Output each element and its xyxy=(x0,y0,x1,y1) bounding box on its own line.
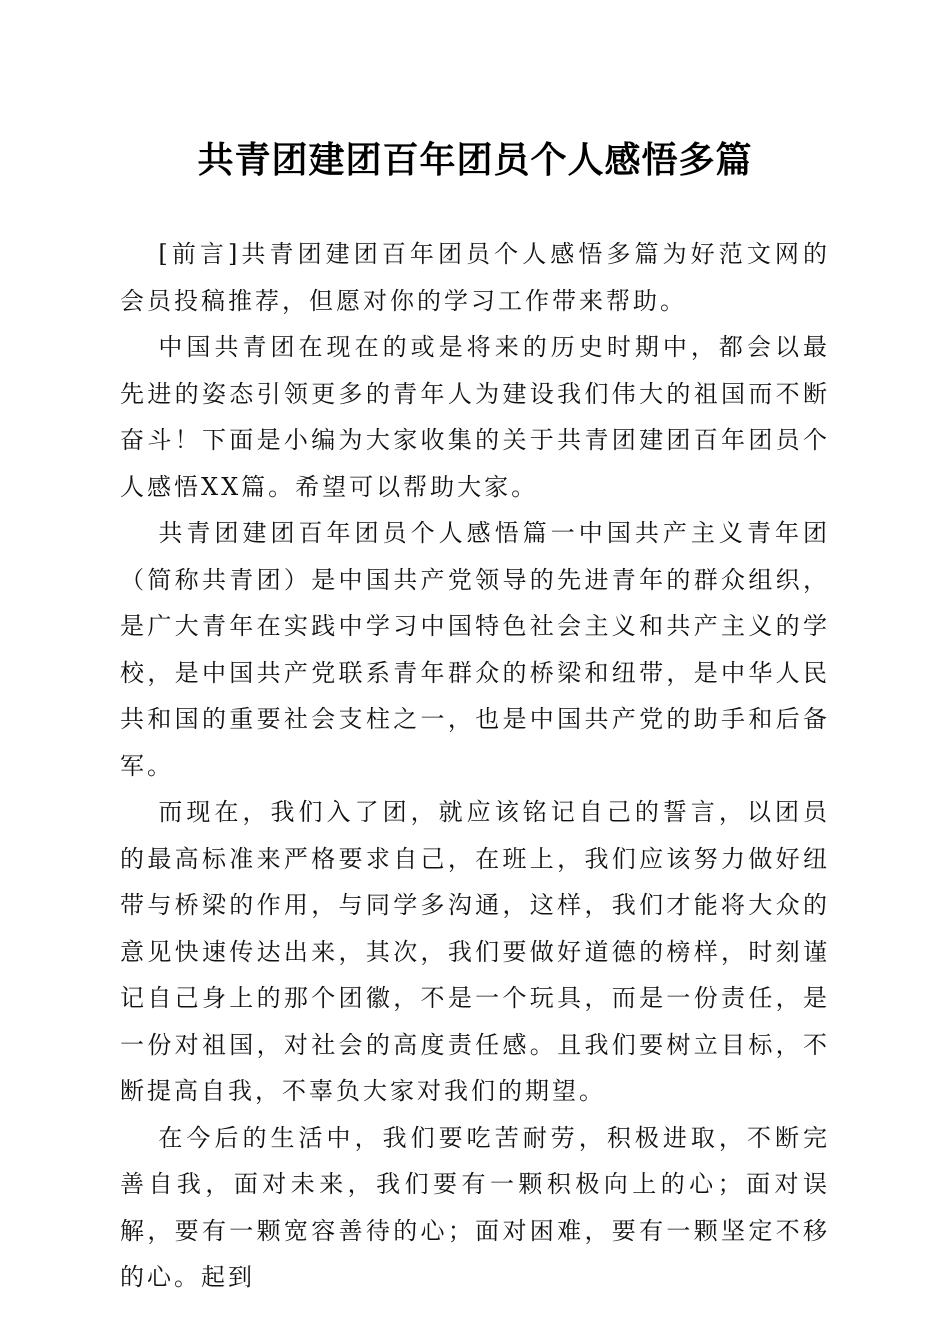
paragraph-oath: 而现在，我们入了团，就应该铭记自己的誓言，以团员的最高标准来严格要求自己，在班上，我们应该努力做好纽带与桥梁的作用，与同学多沟通，这样，我们才能将大众的意见快速传达出来，其次，我们要做好道德的榜样，时刻谨记自己身上的那个团徽，不是一个玩具，而是一份责任，是一份对祖国，对社会的高度责任感。且我们要树立目标，不断提高自我，不辜负大家对我们的期望。 xyxy=(120,798,830,1105)
document-body xyxy=(120,231,830,1301)
paragraph-intro: 中国共青团在现在的或是将来的历史时期中，都会以最先进的姿态引领更多的青年人为建设我们伟大的祖国而不断奋斗！下面是小编为大家收集的关于共青团建团百年团员个人感悟XX篇。希望可以帮助大家。 xyxy=(120,333,830,501)
paragraph-part-one: 共青团建团百年团员个人感悟篇一中国共产主义青年团（简称共青团）是中国共产党领导的先进青年的群众组织，是广大青年在实践中学习中国特色社会主义和共产主义的学校，是中国共产党联系青年群众的桥梁和纽带，是中华人民共和国的重要社会支柱之一，也是中国共产党的助手和后备军。 xyxy=(120,519,830,780)
document-title: 共青团建团百年团员个人感悟多篇 xyxy=(197,139,753,181)
paragraph-preface: [前言]共青团建团百年团员个人感悟多篇为好范文网的会员投稿推荐，但愿对你的学习工作带来帮助。 xyxy=(120,240,830,315)
paragraph-future: 在今后的生活中，我们要吃苦耐劳，积极进取，不断完善自我，面对未来，我们要有一颗积极向上的心；面对误解，要有一颗宽容善待的心；面对困难，要有一颗坚定不移的心。起到 xyxy=(120,1123,830,1291)
